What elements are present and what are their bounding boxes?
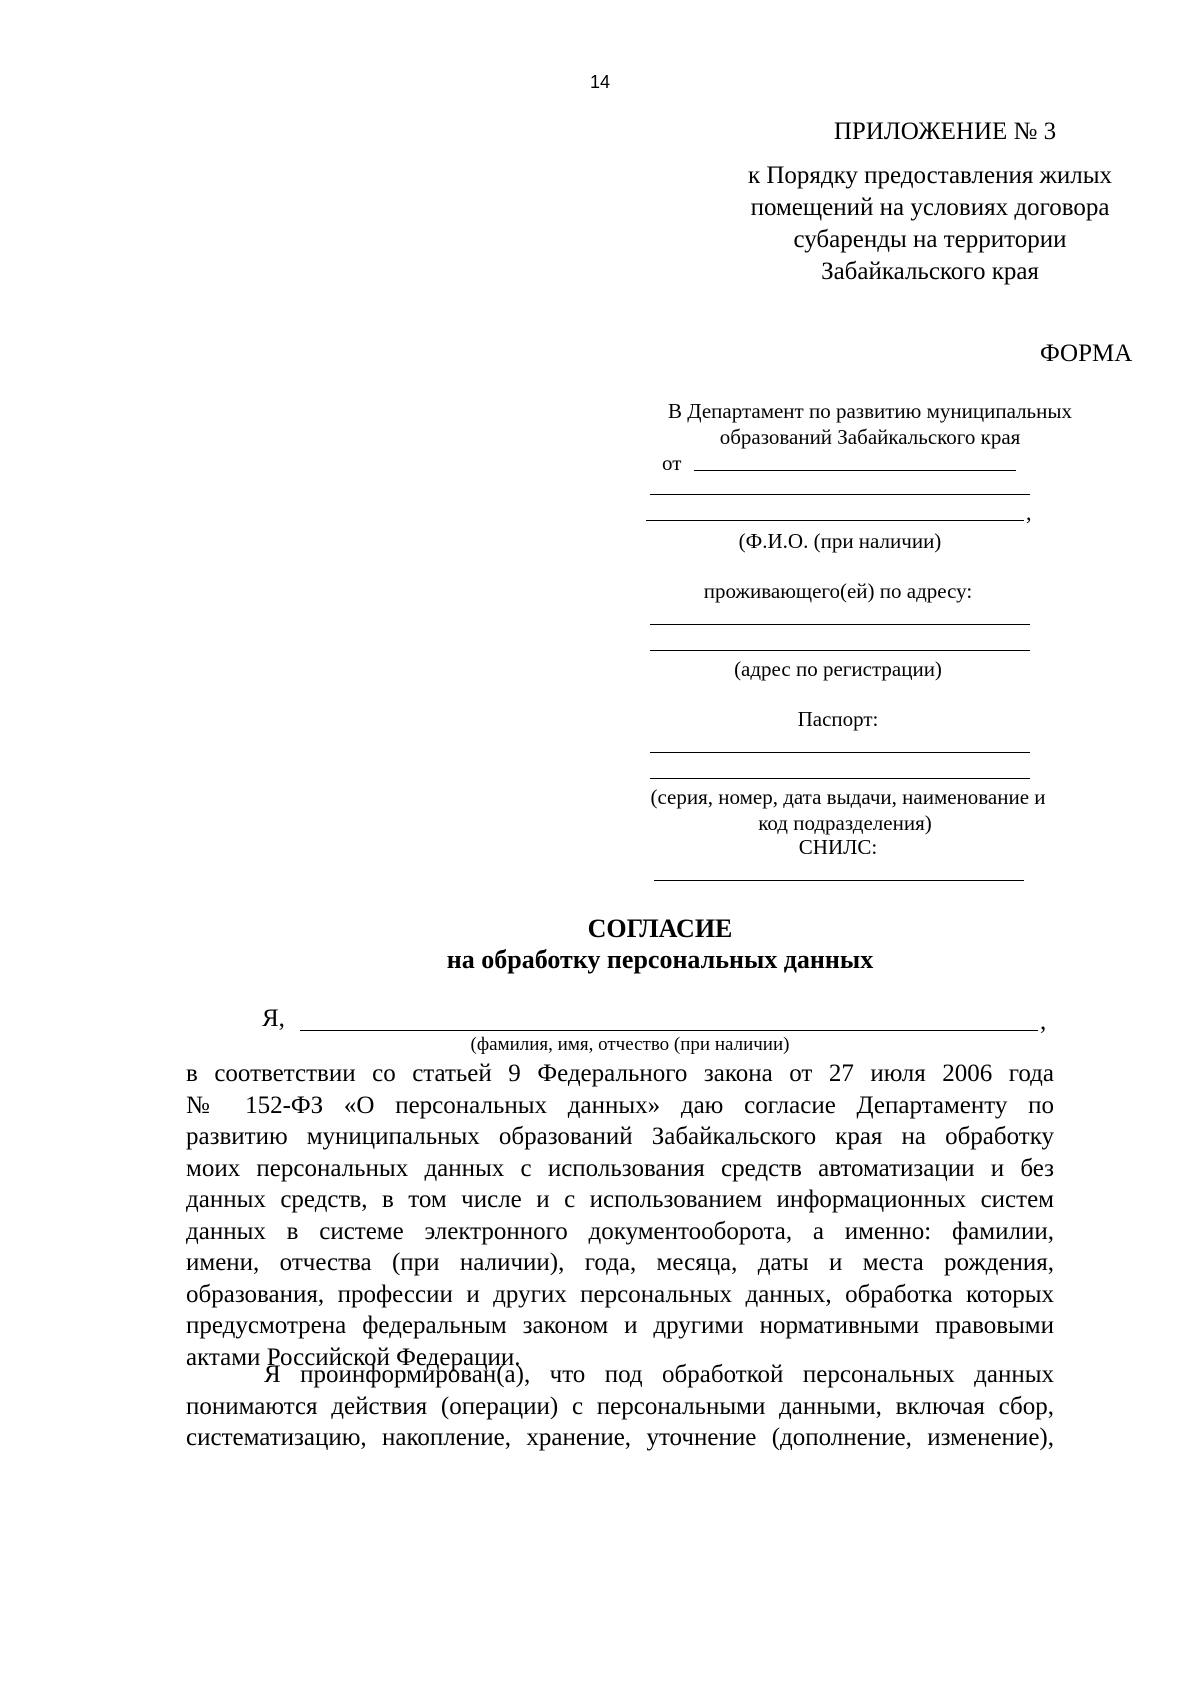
page-number: 14 (589, 72, 611, 92)
passport-caption-1: (серия, номер, дата выдачи, наименование и (650, 785, 1046, 809)
paragraph-1-line-8: образования, профессии и других персональных данных, обработка которых (186, 1280, 1054, 1308)
consent-paragraph-1 (186, 1058, 1054, 1373)
paragraph-1-line-7: имени, отчества (при наличии), года, месяца, даты и места рождения, (186, 1249, 1054, 1276)
i-label: Я, (262, 1005, 285, 1032)
paragraph-1-line-3: развитию муниципальных образований Забайкальского края на обработку (186, 1123, 1054, 1150)
addressee-line-2: образований Забайкальского края (719, 425, 1021, 449)
passport-label: Паспорт: (797, 707, 879, 731)
appendix-title: ПРИЛОЖЕНИЕ № 3 (833, 118, 1057, 145)
snils-line (654, 880, 1024, 881)
address-line-2 (650, 650, 1030, 651)
address-line-1 (650, 624, 1030, 625)
address-caption: (адрес по регистрации) (734, 657, 942, 681)
snils-label: СНИЛС: (798, 835, 878, 859)
name-line (300, 1030, 1038, 1031)
from-line (694, 470, 1016, 471)
paragraph-1-line-5: данных средств, в том числе и с использованием информационных систем (186, 1186, 1054, 1213)
paragraph-1-line-1: в соответствии со статьей 9 Федерального закона от 27 июля 2006 года (186, 1060, 1054, 1087)
passport-line-2 (650, 778, 1030, 779)
consent-paragraph-2 (186, 1359, 1054, 1454)
paragraph-2-line-2: понимаются действия (операции) с персональными данными, включая сбор, (186, 1392, 1054, 1420)
fio-comma: , (1026, 500, 1032, 525)
paragraph-2-line-1: Я проинформирован(а), что под обработкой персональных данных (264, 1361, 1054, 1388)
from-label: от (662, 451, 682, 475)
appendix-line-2: помещений на условиях договора (750, 194, 1110, 221)
fio-line-2 (646, 520, 1024, 521)
appendix-block (660, 116, 1180, 288)
paragraph-1-line-6: данных в системе электронного документооборота, а именно: фамилии, (186, 1217, 1054, 1245)
appendix-line-3: субаренды на территории (793, 226, 1067, 253)
name-caption: (фамилия, имя, отчество (при наличии) (470, 1034, 790, 1055)
form-label: ФОРМА (1040, 340, 1133, 367)
appendix-line-4: Забайкальского края (821, 258, 1039, 285)
paragraph-1-line-4: моих персональных данных с использования средств автоматизации и без (186, 1154, 1054, 1182)
paragraph-1-line-9: предусмотрена федеральным законом и другими нормативными правовыми (186, 1312, 1054, 1339)
name-comma: , (1040, 1008, 1047, 1035)
passport-caption-2: код подразделения) (758, 811, 932, 835)
paragraph-2-line-3: систематизацию, накопление, хранение, уточнение (дополнение, изменение), (186, 1424, 1054, 1451)
residence-label: проживающего(ей) по адресу: (703, 579, 973, 603)
fio-line-1 (650, 494, 1030, 495)
consent-subtitle: на обработку персональных данных (446, 945, 874, 974)
addressee-line-1: В Департамент по развитию муниципальных (668, 399, 1072, 423)
consent-title: СОГЛАСИЕ (587, 914, 733, 943)
paragraph-1-line-2: № 152-ФЗ «О персональных данных» даю согласие Департаменту по (186, 1091, 1054, 1119)
fio-caption: (Ф.И.О. (при наличии) (738, 529, 942, 553)
passport-line-1 (650, 752, 1030, 753)
appendix-line-1: к Порядку предоставления жилых (747, 162, 1113, 189)
paragraph-1-line-10: актами Российской Федерации. (186, 1343, 521, 1371)
